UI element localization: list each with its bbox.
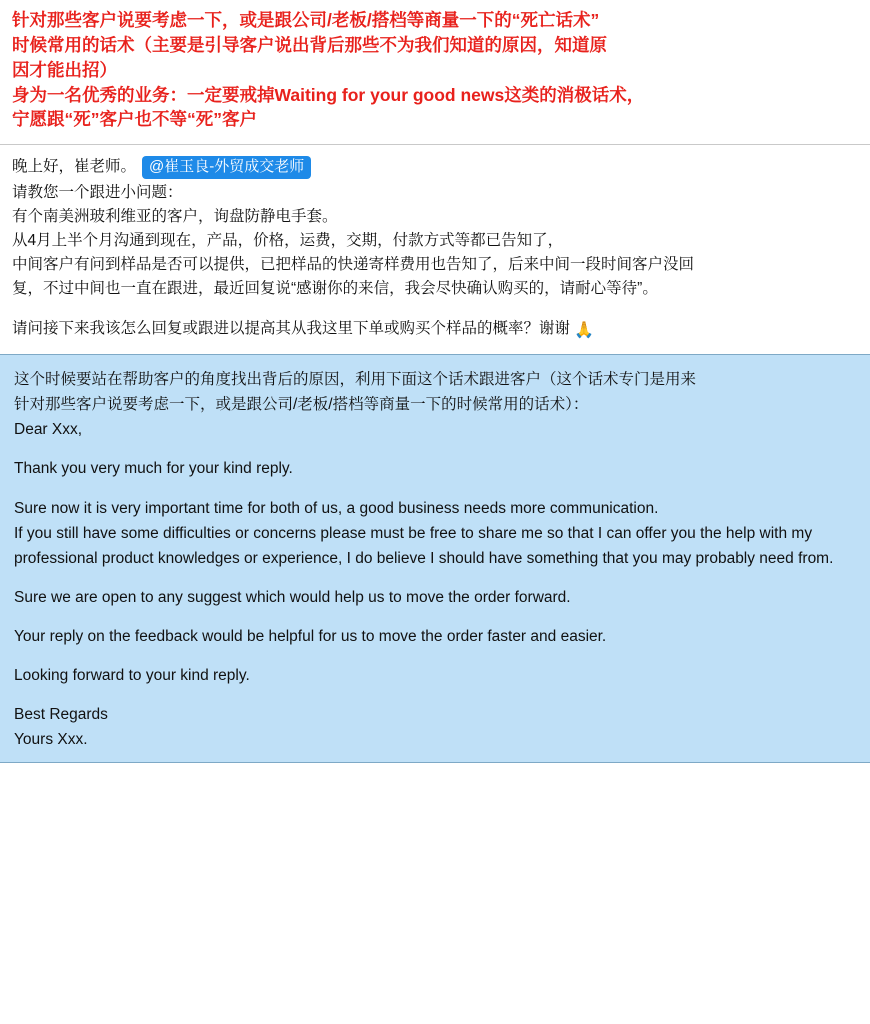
answer-salutation: Dear Xxx, [14, 421, 83, 439]
answer-paragraph-4: Sure we are open to any suggest which would help us to move the order forward. [14, 588, 571, 606]
answer-blank-1 [14, 442, 856, 456]
question-line-2: 有个南美洲玻利维亚的客户，询盘防静电手套。 [12, 208, 338, 226]
mention-tag[interactable]: @崔玉良-外贸成交老师 [142, 156, 311, 179]
answer-paragraph-2: Sure now it is very important time for both of us, a good business needs more communication. [14, 499, 659, 517]
answer-intro-line-2: 针对那些客户说要考虑一下，或是跟公司/老板/搭档等商量一下的时候常用的话术）： [14, 396, 589, 414]
headline-line-4: 身为一名优秀的业务：一定要戒掉Waiting for your good news这类的消极话术， [12, 84, 645, 105]
headline-line-1: 针对那些客户说要考虑一下，或是跟公司/老板/搭档等商量一下的“死亡话术” [12, 10, 600, 30]
question-closing-row [12, 317, 858, 342]
answer-blank-2 [14, 482, 856, 496]
question-line-4: 中间客户有问到样品是否可以提供，已把样品的快递寄样费用也告知了，后来中间一段时间客户没回 [12, 256, 695, 274]
answer-signature: Yours Xxx. [14, 731, 88, 749]
answer-paragraph-6: Looking forward to your kind reply. [14, 667, 250, 685]
answer-paragraph-3: If you still have some difficulties or concerns please must be free to share me so that I can offer you the help with my professional product knowledges or experience, I do believe I should have something that you may probably need from. [14, 524, 834, 567]
answer-paragraph-1: Thank you very much for your kind reply. [14, 460, 293, 478]
answer-blank-3 [14, 571, 856, 585]
question-block [0, 145, 870, 354]
answer-intro-line-1: 这个时候要站在帮助客户的角度找出背后的原因，利用下面这个话术跟进客户（这个话术专门是用来 [14, 371, 697, 389]
question-greeting: 晚上好，崔老师。 [12, 158, 137, 176]
question-greeting-row [12, 155, 858, 179]
question-line-5: 复，不过中间也一直在跟进，最近回复说“感谢你的来信，我会尽快确认购买的，请耐心等待”。 [12, 280, 658, 298]
answer-blank-4 [14, 610, 856, 624]
question-closing: 请问接下来我该怎么回复或跟进以提高其从我这里下单或购买个样品的概率？谢谢 [12, 320, 571, 338]
question-line-3: 从4月上半个月沟通到现在，产品，价格，运费，交期，付款方式等都已告知了， [12, 232, 564, 250]
headline-line-3: 因才能出招） [12, 59, 117, 80]
answer-block [0, 354, 870, 763]
answer-blank-5 [14, 649, 856, 663]
headline-line-2: 时候常用的话术（主要是引导客户说出背后那些不为我们知道的原因，知道原 [12, 34, 607, 55]
headline-line-5: 宁愿跟“死”客户也不等“死”客户 [12, 109, 257, 130]
answer-sign-off: Best Regards [14, 706, 108, 724]
answer-paragraph-5: Your reply on the feedback would be helpful for us to move the order faster and easier. [14, 627, 607, 645]
question-spacer [12, 301, 858, 317]
praying-hands-icon: 🙏 [574, 322, 595, 340]
headline-block [0, 0, 870, 138]
question-line-1: 请教您一个跟进小问题： [12, 184, 183, 202]
answer-blank-6 [14, 688, 856, 702]
